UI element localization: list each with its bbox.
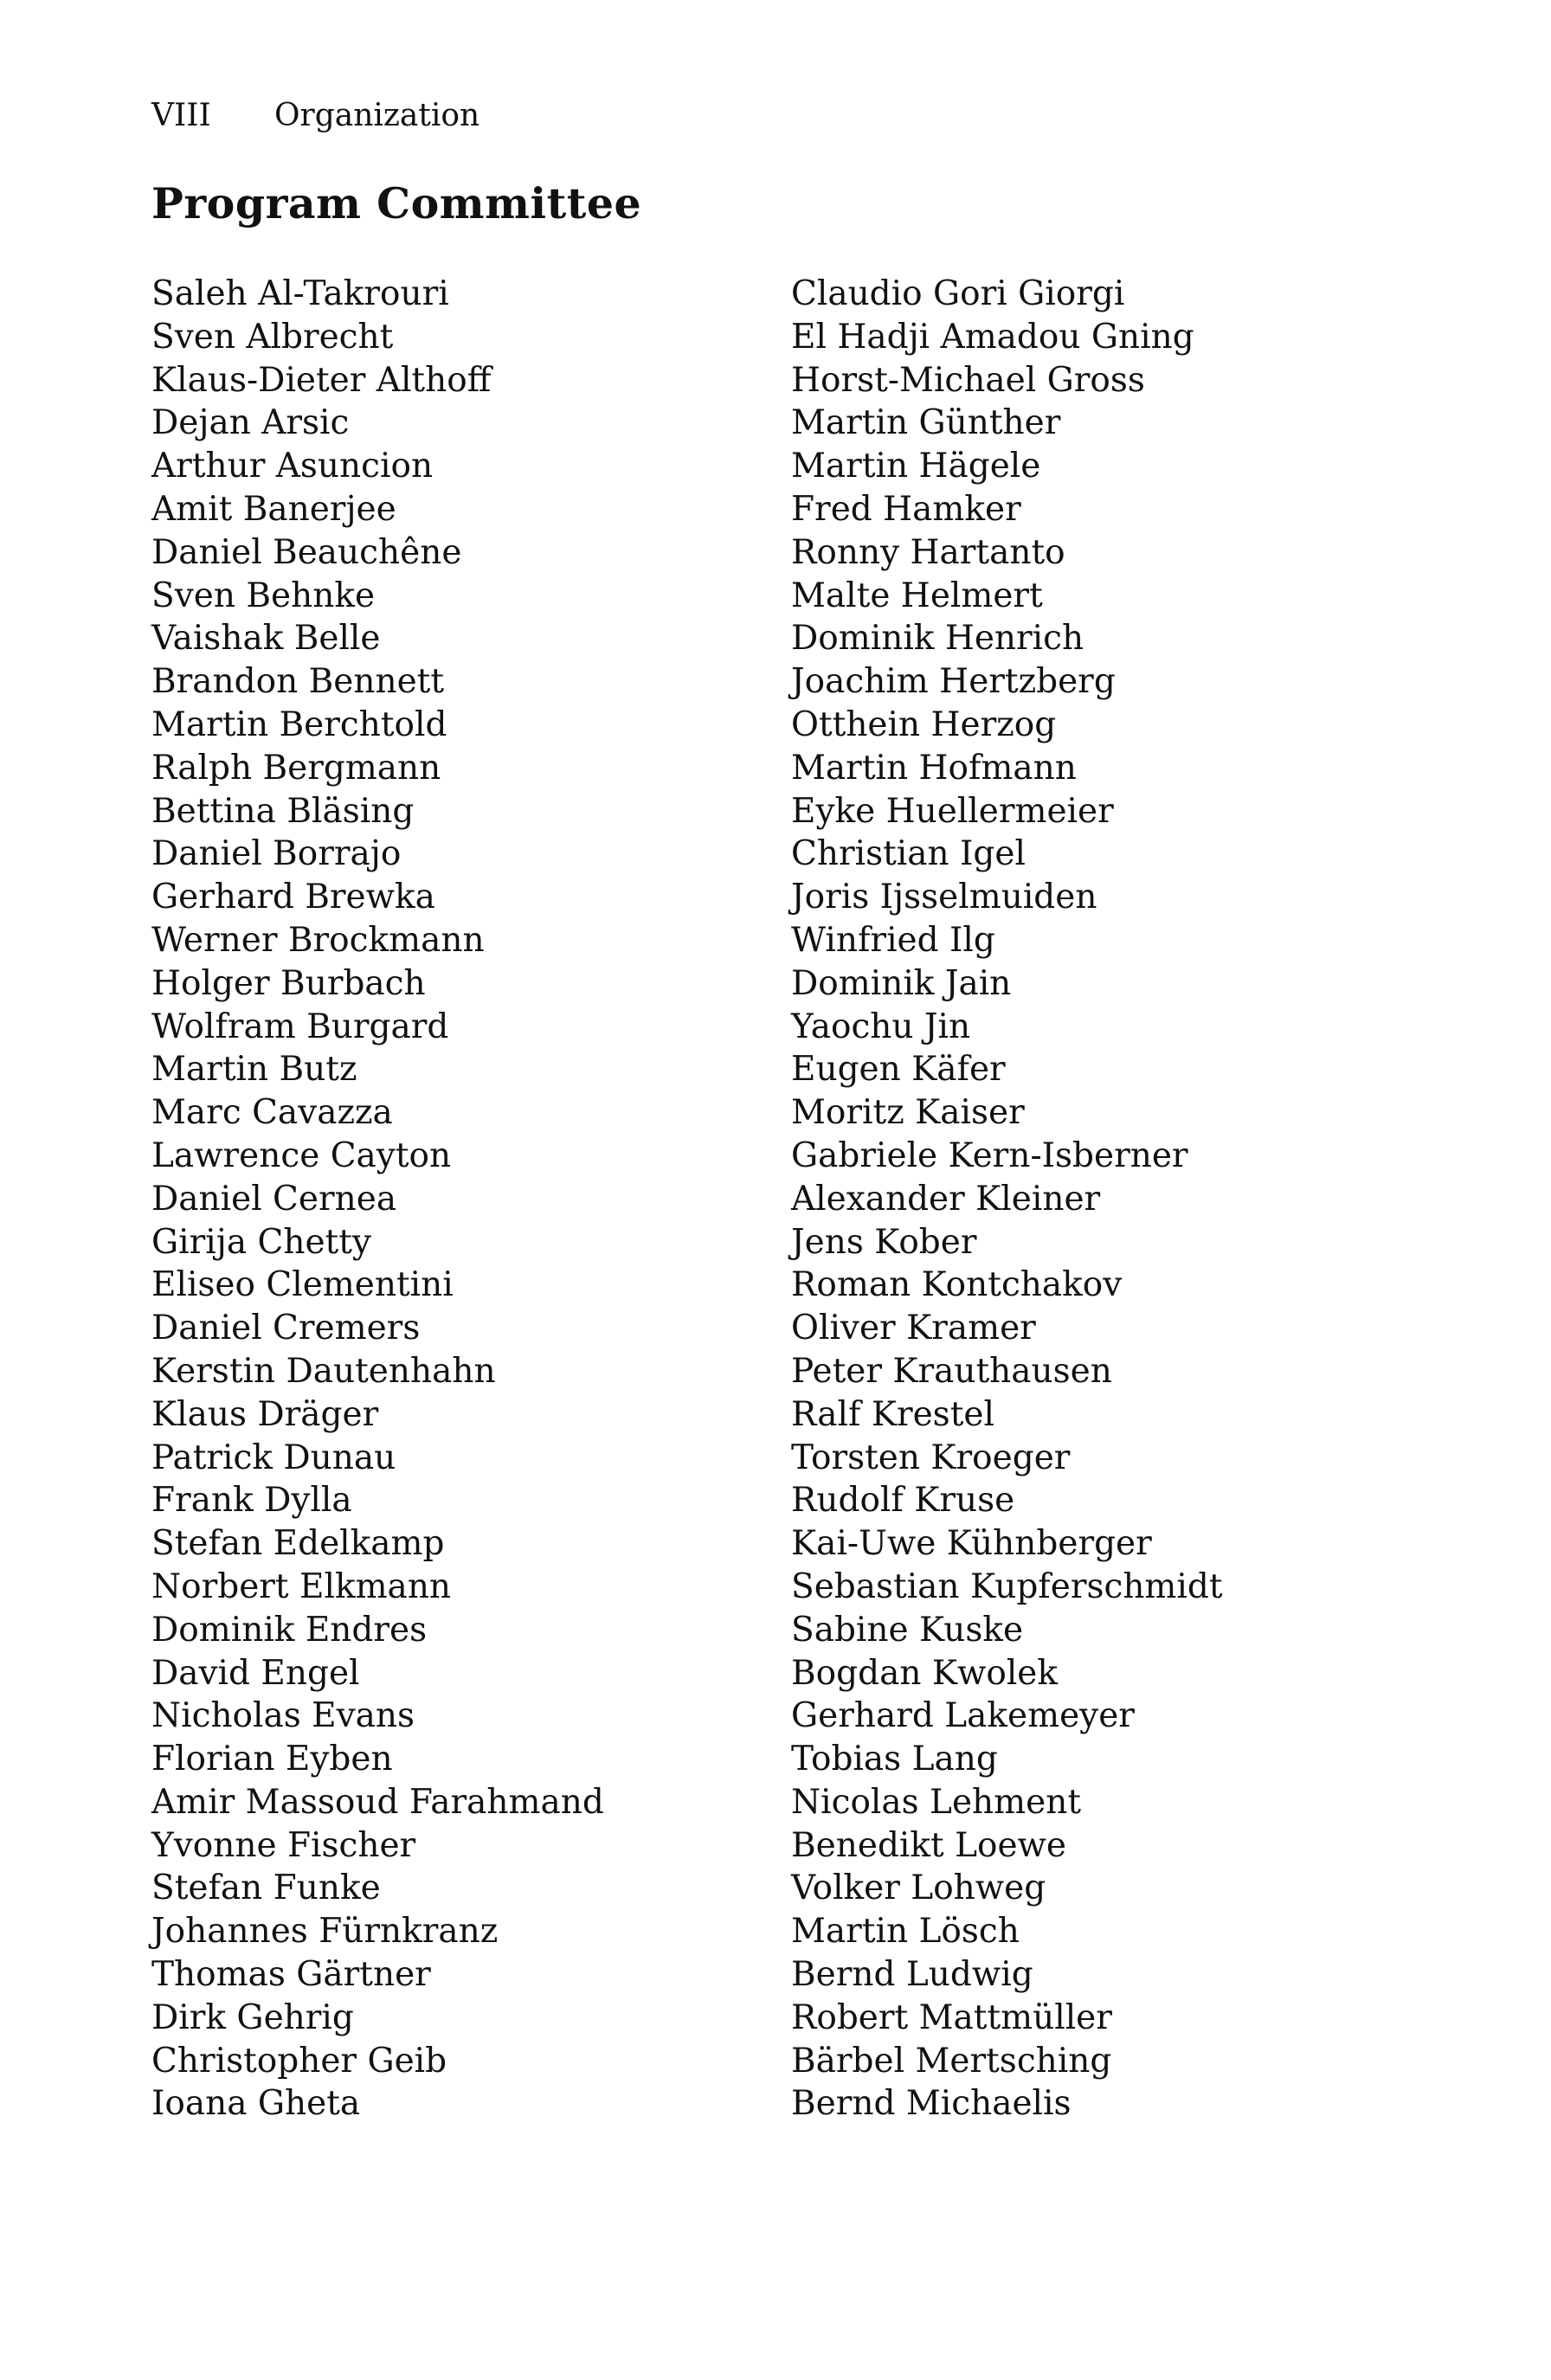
committee-member: Frank Dylla: [151, 1481, 352, 1521]
committee-member: Dominik Jain: [791, 963, 1012, 1003]
committee-member: Amit Banerjee: [151, 489, 396, 529]
committee-member: El Hadji Amadou Gning: [791, 317, 1194, 357]
committee-member: Holger Burbach: [151, 963, 426, 1003]
committee-member: Martin Lösch: [791, 1912, 1020, 1952]
committee-member: Ralf Krestel: [791, 1394, 994, 1434]
committee-member: Joachim Hertzberg: [791, 662, 1116, 702]
committee-member: Martin Günther: [791, 403, 1061, 443]
committee-member: Jens Kober: [791, 1222, 977, 1262]
committee-member: Wolfram Burgard: [151, 1007, 449, 1046]
committee-member: Robert Mattmüller: [791, 1997, 1112, 2037]
committee-member: Bettina Bläsing: [151, 791, 415, 831]
committee-member: Martin Berchtold: [151, 704, 447, 744]
committee-member: Daniel Cernea: [151, 1179, 397, 1219]
committee-member: Sabine Kuske: [791, 1610, 1024, 1650]
committee-member: Ronny Hartanto: [791, 532, 1065, 572]
committee-member: Eyke Huellermeier: [791, 791, 1114, 831]
committee-member: Norbert Elkmann: [151, 1566, 452, 1606]
running-title: Organization: [274, 98, 480, 133]
committee-member: Girija Chetty: [151, 1222, 371, 1262]
committee-member: Saleh Al-Takrouri: [151, 274, 449, 313]
committee-member: Daniel Cremers: [151, 1309, 421, 1348]
committee-member: Peter Krauthausen: [791, 1351, 1112, 1391]
committee-member: Eugen Käfer: [791, 1050, 1006, 1090]
committee-member: Gerhard Lakemeyer: [791, 1696, 1135, 1736]
committee-member: Sven Albrecht: [151, 317, 394, 357]
committee-member: Dejan Arsic: [151, 403, 350, 443]
committee-member: Martin Hägele: [791, 447, 1041, 486]
committee-member: Torsten Kroeger: [791, 1438, 1071, 1477]
committee-member: Bärbel Mertsching: [791, 2041, 1112, 2081]
committee-member: Sven Behnke: [151, 576, 376, 615]
committee-member: Amir Massoud Farahmand: [151, 1782, 604, 1822]
committee-member: Bernd Michaelis: [791, 2084, 1072, 2124]
committee-member: Martin Butz: [151, 1050, 357, 1090]
committee-member: Florian Eyben: [151, 1740, 393, 1779]
committee-member: Roman Kontchakov: [791, 1265, 1123, 1305]
committee-member: Stefan Funke: [151, 1869, 381, 1908]
committee-member: Thomas Gärtner: [151, 1955, 431, 1995]
committee-member: Sebastian Kupferschmidt: [791, 1566, 1223, 1606]
committee-member: Ioana Gheta: [151, 2084, 361, 2124]
committee-member: Daniel Beauchêne: [151, 532, 462, 572]
committee-member: Dominik Henrich: [791, 619, 1084, 659]
committee-member: Lawrence Cayton: [151, 1135, 452, 1175]
committee-member: Alexander Kleiner: [791, 1179, 1101, 1219]
committee-member: Stefan Edelkamp: [151, 1524, 445, 1564]
committee-member: Winfried Ilg: [791, 920, 995, 960]
committee-member: Dominik Endres: [151, 1610, 428, 1650]
committee-member: Arthur Asuncion: [151, 447, 434, 486]
committee-member: Bogdan Kwolek: [791, 1653, 1059, 1693]
committee-member: Ralph Bergmann: [151, 748, 441, 788]
page-number: VIII: [151, 98, 211, 133]
committee-right-column: [791, 273, 1466, 2126]
committee-member: Rudolf Kruse: [791, 1481, 1015, 1521]
committee-member: Dirk Gehrig: [151, 1997, 354, 2037]
committee-member: Martin Hofmann: [791, 748, 1077, 788]
committee-member: Johannes Fürnkranz: [151, 1912, 499, 1952]
committee-member: Gabriele Kern-Isberner: [791, 1135, 1188, 1175]
committee-member: Malte Helmert: [791, 576, 1043, 615]
committee-member: Patrick Dunau: [151, 1438, 396, 1477]
committee-member: Benedikt Loewe: [791, 1825, 1066, 1865]
committee-member: Volker Lohweg: [791, 1869, 1046, 1908]
committee-member: Joris Ijsselmuiden: [791, 878, 1097, 917]
committee-member: Fred Hamker: [791, 489, 1021, 529]
committee-member: Oliver Kramer: [791, 1309, 1036, 1348]
running-head: [151, 93, 479, 138]
committee-member: Christopher Geib: [151, 2041, 447, 2081]
committee-member: David Engel: [151, 1653, 360, 1693]
committee-member: Vaishak Belle: [151, 619, 381, 659]
committee-member: Bernd Ludwig: [791, 1955, 1033, 1995]
committee-member: Moritz Kaiser: [791, 1093, 1025, 1133]
committee-member: Kai-Uwe Kühnberger: [791, 1524, 1152, 1564]
committee-member: Werner Brockmann: [151, 920, 485, 960]
committee-member: Yvonne Fischer: [151, 1825, 416, 1865]
committee-left-column: [151, 273, 757, 2126]
committee-member: Marc Cavazza: [151, 1093, 393, 1133]
committee-member: Gerhard Brewka: [151, 878, 435, 917]
committee-member: Daniel Borrajo: [151, 834, 402, 874]
committee-member: Otthein Herzog: [791, 704, 1057, 744]
committee-member: Brandon Bennett: [151, 662, 445, 702]
committee-member: Eliseo Clementini: [151, 1265, 454, 1305]
committee-member: Yaochu Jin: [791, 1007, 971, 1046]
committee-member: Tobias Lang: [791, 1740, 998, 1779]
section-title: Program Committee: [151, 178, 642, 228]
committee-member: Nicolas Lehment: [791, 1782, 1082, 1822]
committee-member: Horst-Michael Gross: [791, 360, 1145, 400]
committee-member: Claudio Gori Giorgi: [791, 274, 1125, 313]
committee-member: Klaus-Dieter Althoff: [151, 360, 492, 400]
committee-member: Kerstin Dautenhahn: [151, 1351, 496, 1391]
committee-member: Klaus Dräger: [151, 1394, 379, 1434]
committee-member: Christian Igel: [791, 834, 1026, 874]
committee-member: Nicholas Evans: [151, 1696, 415, 1736]
